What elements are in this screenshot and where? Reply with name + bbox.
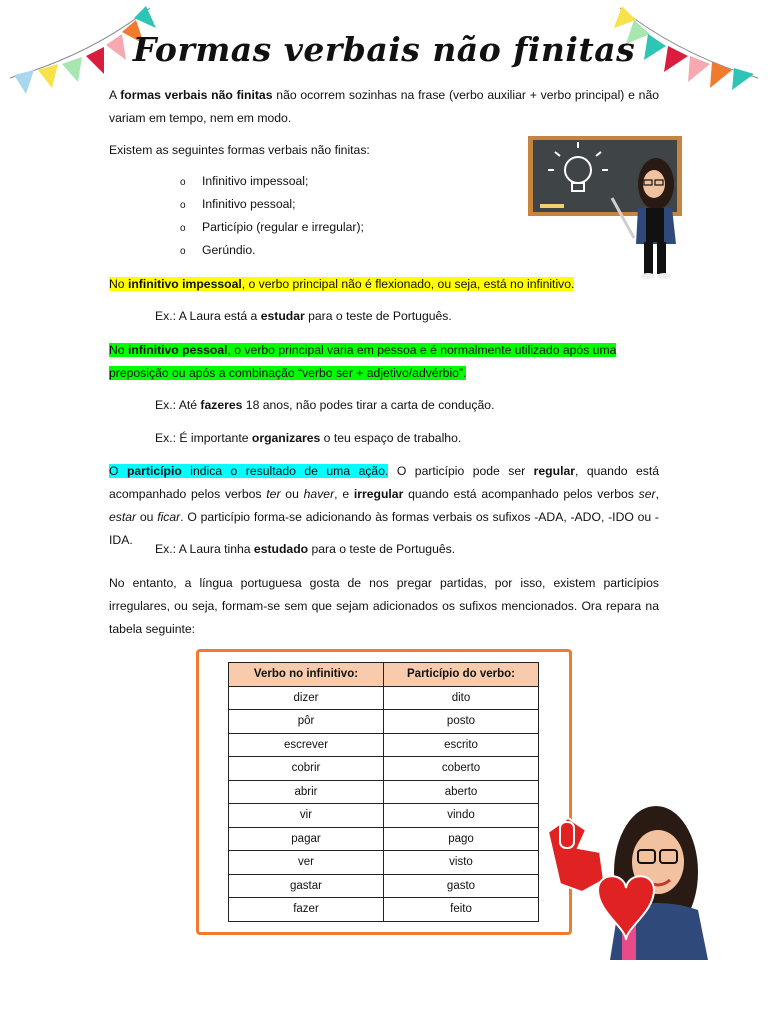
- table-row: vir vindo: [229, 804, 539, 828]
- example-1: Ex.: A Laura está a estudar para o teste de Português.: [155, 309, 452, 323]
- table-row: gastar gasto: [229, 874, 539, 898]
- participio-paragraph: O particípio indica o resultado de uma ação. O particípio pode ser regular, quando está acompanhado pelos verbos ter ou haver, e irregular quando está acompanhado pelos verbos ser, estar ou ficar. O particípio forma-se adicionando às formas verbais os sufixos -ADA, -ADO, -IDO ou -IDA.: [109, 464, 659, 547]
- participles-table: [228, 662, 539, 922]
- table-row: ver visto: [229, 851, 539, 875]
- header-infinitive: Verbo no infinitivo:: [229, 663, 384, 687]
- table-row: escrever escrito: [229, 733, 539, 757]
- exist-paragraph: Existem as seguintes formas verbais não finitas:: [109, 143, 370, 157]
- avatar-thumbs-up-illustration: [538, 800, 718, 960]
- infinitivo-impessoal-paragraph: No infinitivo impessoal, o verbo principal não é flexionado, ou seja, está no infinitivo.: [109, 277, 575, 291]
- list-item: o Gerúndio.: [180, 243, 256, 257]
- table-row: abrir aberto: [229, 780, 539, 804]
- header-participle: Particípio do verbo:: [384, 663, 539, 687]
- table-row: pôr posto: [229, 710, 539, 734]
- table-row: dizer dito: [229, 686, 539, 710]
- example-4: Ex.: A Laura tinha estudado para o teste de Português.: [155, 542, 456, 556]
- list-item: o Particípio (regular e irregular);: [180, 220, 364, 234]
- list-item: o Infinitivo pessoal;: [180, 197, 296, 211]
- intro-paragraph: A formas verbais não finitas não ocorrem sozinhas na frase (verbo auxiliar + verbo principal) e não variam em tempo, nem em modo.: [109, 88, 660, 125]
- table-row: fazer feito: [229, 898, 539, 922]
- chalkboard-teacher-illustration: [526, 134, 688, 284]
- table-row: pagar pago: [229, 827, 539, 851]
- example-2: Ex.: Até fazeres 18 anos, não podes tirar a carta de condução.: [155, 398, 495, 412]
- page-title: Formas verbais não finitas: [132, 30, 636, 69]
- closing-paragraph: No entanto, a língua portuguesa gosta de nos pregar partidas, por isso, existem particípios irregulares, ou seja, formam-se sem que sejam adicionados os sufixos mencionados. Ora repara na tabela seguinte:: [109, 576, 659, 636]
- infinitivo-pessoal-paragraph: No infinitivo pessoal, o verbo principal varia em pessoa e é normalmente utilizado após uma preposição ou após a combinação “verbo ser + adjetivo/advérbio”.: [109, 343, 617, 380]
- list-item: o Infinitivo impessoal;: [180, 174, 309, 188]
- example-3: Ex.: É importante organizares o teu espaço de trabalho.: [155, 431, 462, 445]
- table-row: cobrir coberto: [229, 757, 539, 781]
- table-header-row: [229, 663, 539, 687]
- forms-list: [180, 170, 364, 262]
